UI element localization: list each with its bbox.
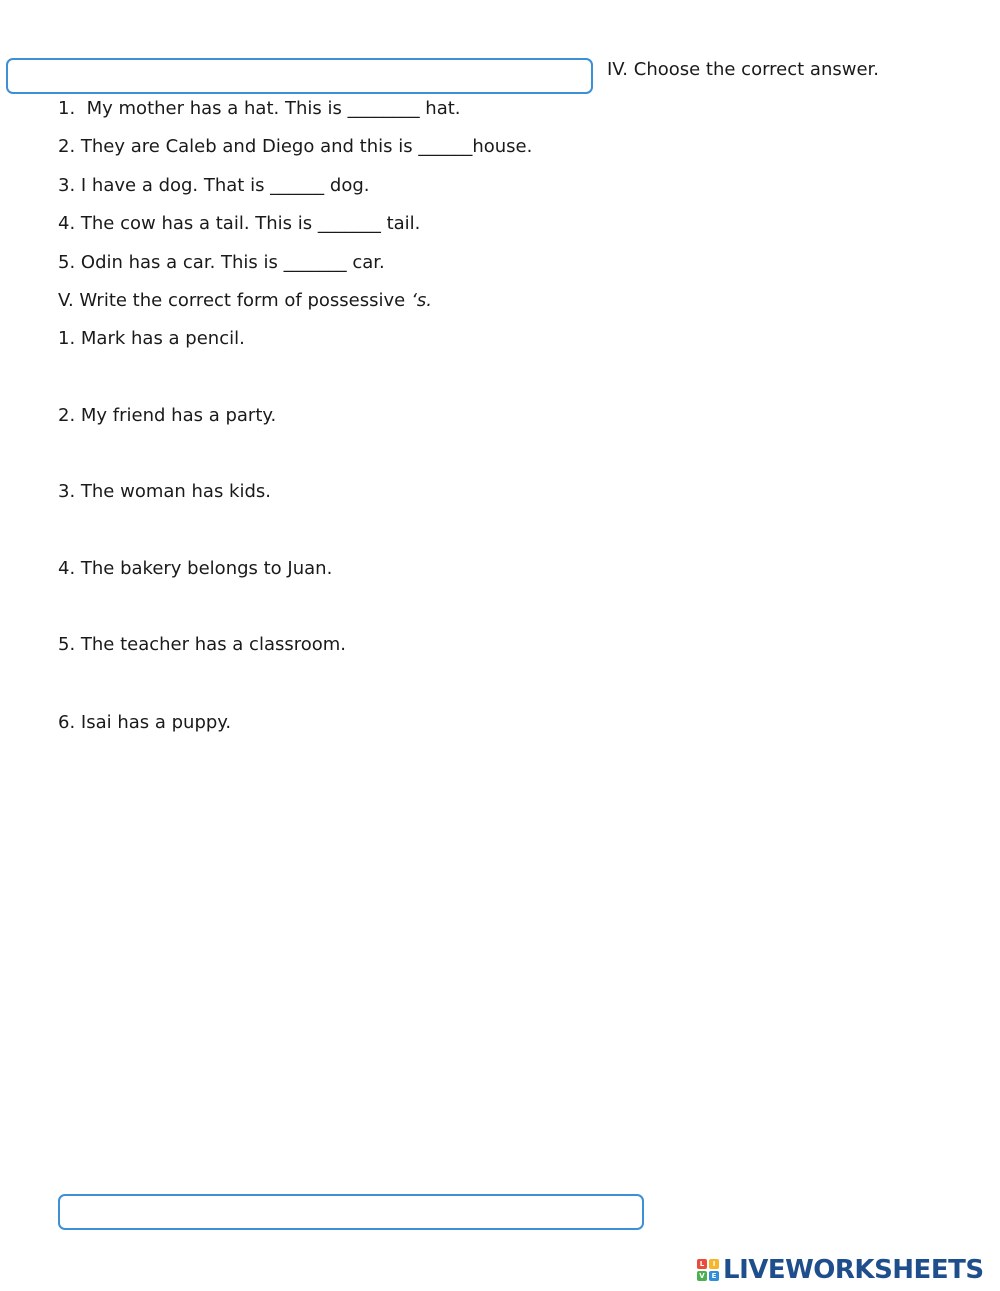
answer-box-bottom[interactable]: [58, 1194, 644, 1230]
section-v-heading: [58, 289, 432, 313]
section-iv-question-5: 5. Odin has a car. This is _______ car.: [58, 252, 385, 273]
section-iv-question-1: 1. My mother has a hat. This is ________ hat.: [58, 98, 461, 119]
logo-mark-letter: I: [709, 1259, 719, 1269]
section-iv-question-2: 2. They are Caleb and Diego and this is ______house.: [58, 136, 533, 157]
logo-mark-letter: V: [697, 1271, 707, 1281]
section-iv-heading: IV. Choose the correct answer.: [607, 59, 880, 80]
section-v-heading-text: V. Write the correct form of possessive: [58, 290, 406, 311]
section-v-heading-possessive: ‘s.: [411, 290, 433, 311]
section-v-question-3: 3. The woman has kids.: [58, 481, 272, 502]
section-iv-question-3: 3. I have a dog. That is ______ dog.: [58, 175, 370, 196]
logo-text: LIVEWORKSHEETS: [723, 1255, 984, 1285]
section-v-question-2: 2. My friend has a party.: [58, 405, 277, 426]
section-v-question-5: 5. The teacher has a classroom.: [58, 634, 347, 655]
section-v-question-4: 4. The bakery belongs to Juan.: [58, 558, 333, 579]
logo-mark-icon: [697, 1259, 719, 1281]
section-v-question-6: 6. Isai has a puppy.: [58, 712, 232, 733]
section-v-question-1: 1. Mark has a pencil.: [58, 328, 245, 349]
logo-mark-letter: L: [697, 1259, 707, 1269]
answer-box-top[interactable]: [6, 58, 593, 94]
logo-mark-letter: E: [709, 1271, 719, 1281]
liveworksheets-logo: [697, 1254, 984, 1286]
section-iv-question-4: 4. The cow has a tail. This is _______ tail.: [58, 213, 421, 234]
